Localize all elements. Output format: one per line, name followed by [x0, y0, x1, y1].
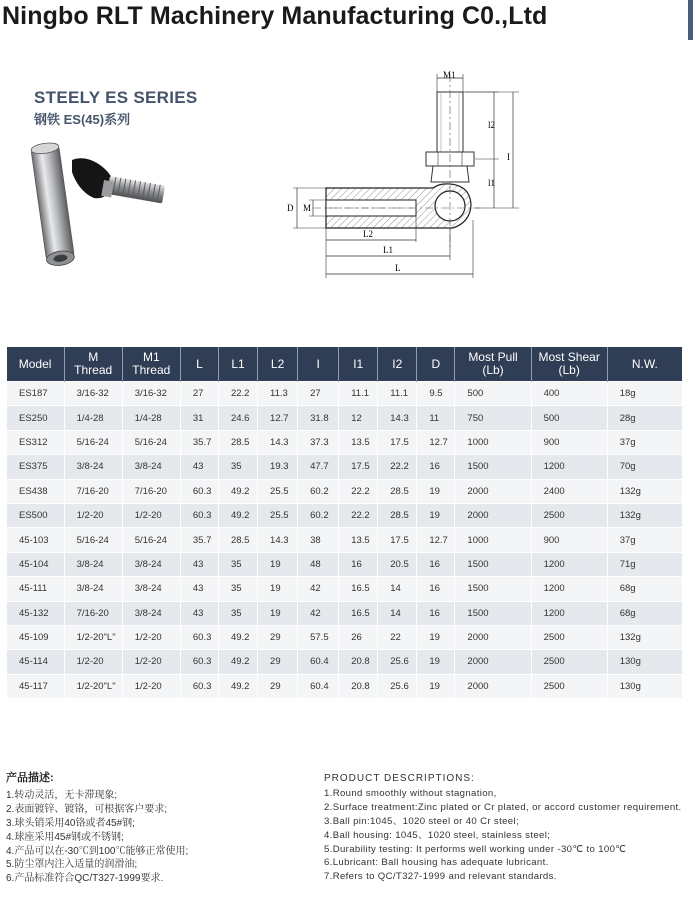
table-cell: 28g [607, 406, 682, 430]
header-i: I [298, 347, 339, 382]
table-cell: 17.5 [378, 528, 417, 552]
table-cell: 19 [417, 650, 455, 674]
table-cell: 60.3 [180, 674, 218, 698]
table-cell: 11.1 [339, 382, 378, 406]
table-cell: 1/2-20 [64, 650, 122, 674]
table-cell: 45-104 [7, 552, 65, 576]
table-cell: 45-109 [7, 625, 65, 649]
table-cell: 68g [607, 577, 682, 601]
table-cell: 37.3 [298, 430, 339, 454]
description-cn-item: 2.表面镀锌、镀铬，可根据客户要求; [6, 803, 168, 815]
table-cell: 1500 [455, 455, 531, 479]
header-nw: N.W. [607, 347, 682, 382]
table-cell: 12.7 [417, 528, 455, 552]
table-cell: 19 [258, 552, 298, 576]
table-cell: 16.5 [339, 577, 378, 601]
table-cell: 60.2 [298, 503, 339, 527]
table-cell: 57.5 [298, 625, 339, 649]
table-cell: 2500 [531, 674, 607, 698]
table-cell: 19 [258, 577, 298, 601]
table-cell: 31 [180, 406, 218, 430]
header-most-shear: Most Shear (Lb) [531, 347, 607, 382]
table-cell: 47.7 [298, 455, 339, 479]
table-cell: 26 [339, 625, 378, 649]
specs-table [6, 347, 682, 698]
table-row [7, 601, 683, 625]
table-cell: 3/8-24 [122, 577, 180, 601]
table-row [7, 503, 683, 527]
table-cell: 35 [218, 577, 257, 601]
table-cell: 12.7 [417, 430, 455, 454]
label-d: D [287, 203, 294, 213]
technical-drawing [283, 70, 523, 285]
table-cell: 500 [455, 382, 531, 406]
table-cell: 132g [607, 625, 682, 649]
table-cell: 1/4-28 [122, 406, 180, 430]
table-cell: 19 [417, 625, 455, 649]
description-en-item: 3.Ball pin:1045、1020 steel or 40 Cr steel; [324, 815, 519, 827]
table-cell: 7/16-20 [64, 479, 122, 503]
table-cell: 35 [218, 552, 257, 576]
table-cell: 3/8-24 [122, 601, 180, 625]
table-cell: ES250 [7, 406, 65, 430]
table-cell: ES187 [7, 382, 65, 406]
table-cell: 3/8-24 [64, 577, 122, 601]
table-cell: 45-114 [7, 650, 65, 674]
label-m1: M1 [443, 70, 456, 80]
table-cell: 132g [607, 479, 682, 503]
table-cell: 1000 [455, 430, 531, 454]
table-cell: 42 [298, 577, 339, 601]
table-cell: 1500 [455, 552, 531, 576]
table-cell: 1500 [455, 601, 531, 625]
header-l1: L1 [218, 347, 257, 382]
header-model: Model [7, 347, 65, 382]
table-cell: 1000 [455, 528, 531, 552]
table-cell: 22.2 [339, 503, 378, 527]
table-row [7, 528, 683, 552]
table-cell: 43 [180, 455, 218, 479]
table-cell: 1/4-28 [64, 406, 122, 430]
table-cell: 14 [378, 601, 417, 625]
table-cell: 7/16-20 [64, 601, 122, 625]
label-l2: L2 [363, 229, 373, 239]
table-cell: 14 [378, 577, 417, 601]
table-cell: 1/2-20 [122, 503, 180, 527]
table-cell: 60.4 [298, 674, 339, 698]
table-row [7, 650, 683, 674]
table-cell: 20.8 [339, 674, 378, 698]
table-cell: 3/8-24 [64, 552, 122, 576]
table-cell: 1500 [455, 577, 531, 601]
table-cell: 18g [607, 382, 682, 406]
table-cell: 35 [218, 455, 257, 479]
table-cell: 27 [180, 382, 218, 406]
table-cell: 13.5 [339, 430, 378, 454]
table-cell: 3/8-24 [122, 552, 180, 576]
table-cell: 24.6 [218, 406, 257, 430]
table-cell: 20.8 [339, 650, 378, 674]
header-most-pull: Most Pull (Lb) [455, 347, 531, 382]
header-i1: I1 [339, 347, 378, 382]
table-cell: 22.2 [378, 455, 417, 479]
table-cell: 2000 [455, 650, 531, 674]
table-cell: 5/16-24 [64, 430, 122, 454]
table-cell: 14.3 [258, 430, 298, 454]
table-cell: 28.5 [218, 528, 257, 552]
table-cell: ES375 [7, 455, 65, 479]
header-l2: L2 [258, 347, 298, 382]
table-cell: 2500 [531, 503, 607, 527]
table-cell: 7/16-20 [122, 479, 180, 503]
table-cell: 400 [531, 382, 607, 406]
description-cn-title: 产品描述: [6, 772, 54, 784]
table-cell: 3/16-32 [122, 382, 180, 406]
table-cell: 25.5 [258, 479, 298, 503]
table-cell: 60.3 [180, 650, 218, 674]
table-cell: 35.7 [180, 528, 218, 552]
table-cell: 5/16-24 [122, 528, 180, 552]
table-cell: 29 [258, 625, 298, 649]
table-cell: 16 [339, 552, 378, 576]
label-l: L [395, 263, 401, 273]
table-cell: 14.3 [378, 406, 417, 430]
table-cell: 43 [180, 552, 218, 576]
table-cell: 5/16-24 [64, 528, 122, 552]
table-row [7, 625, 683, 649]
description-cn-item: 3.球头销采用40铬或者45#钢; [6, 817, 135, 829]
table-cell: 19.3 [258, 455, 298, 479]
table-cell: 16 [417, 577, 455, 601]
table-cell: 37g [607, 430, 682, 454]
table-cell: 5/16-24 [122, 430, 180, 454]
table-cell: 60.2 [298, 479, 339, 503]
table-cell: 130g [607, 674, 682, 698]
table-cell: 27 [298, 382, 339, 406]
table-cell: 45-111 [7, 577, 65, 601]
label-l2-top: l2 [488, 120, 496, 130]
table-cell: 900 [531, 528, 607, 552]
table-cell: 12.7 [258, 406, 298, 430]
table-cell: 9.5 [417, 382, 455, 406]
table-row [7, 479, 683, 503]
description-cn-item: 6.产品标准符合QC/T327-1999要求. [6, 873, 164, 885]
table-cell: 19 [417, 503, 455, 527]
company-name: Ningbo RLT Machinery Manufacturing C0.,Ltd [2, 2, 548, 30]
table-cell: 45-132 [7, 601, 65, 625]
table-cell: 12 [339, 406, 378, 430]
table-cell: 19 [258, 601, 298, 625]
table-cell: 20.5 [378, 552, 417, 576]
table-cell: 25.6 [378, 674, 417, 698]
table-cell: 45-103 [7, 528, 65, 552]
table-row [7, 406, 683, 430]
table-header-row [7, 347, 683, 382]
table-cell: 1/2-20"L" [64, 625, 122, 649]
description-en-item: 5.Durability testing: It performs well working under -30℃ to 100℃ [324, 843, 627, 855]
description-en-item: 1.Round smoothly without stagnation, [324, 787, 497, 799]
description-en-title: PRODUCT DESCRIPTIONS: [324, 773, 475, 784]
header-d: D [417, 347, 455, 382]
table-cell: 35.7 [180, 430, 218, 454]
table-cell: 900 [531, 430, 607, 454]
table-cell: 22.2 [218, 382, 257, 406]
table-cell: 2500 [531, 625, 607, 649]
table-cell: 500 [531, 406, 607, 430]
table-row [7, 674, 683, 698]
table-cell: 25.5 [258, 503, 298, 527]
table-cell: 16 [417, 455, 455, 479]
table-cell: 70g [607, 455, 682, 479]
table-cell: 49.2 [218, 503, 257, 527]
table-cell: ES438 [7, 479, 65, 503]
label-l1-right: l1 [488, 178, 496, 188]
description-en-item: 6.Lubricant: Ball housing has adequate lubricant. [324, 857, 549, 869]
table-cell: 28.5 [378, 503, 417, 527]
table-cell: 29 [258, 674, 298, 698]
table-cell: 2400 [531, 479, 607, 503]
table-cell: 43 [180, 577, 218, 601]
table-cell: ES500 [7, 503, 65, 527]
description-en [324, 772, 692, 884]
table-cell: 3/8-24 [122, 455, 180, 479]
series-title-cn: 钢铁 ES(45)系列 [34, 112, 131, 127]
table-cell: 13.5 [339, 528, 378, 552]
table-cell: 2000 [455, 674, 531, 698]
table-cell: 31.8 [298, 406, 339, 430]
table-cell: 38 [298, 528, 339, 552]
table-cell: 68g [607, 601, 682, 625]
table-cell: 29 [258, 650, 298, 674]
table-cell: 42 [298, 601, 339, 625]
table-cell: 49.2 [218, 625, 257, 649]
header-accent-bar [688, 0, 693, 40]
table-cell: 16 [417, 601, 455, 625]
table-cell: 2000 [455, 503, 531, 527]
description-cn-item: 5.防尘罩内注入适量的润滑油; [6, 859, 138, 871]
description-en-item: 4.Ball housing: 1045、1020 steel, stainless steel; [324, 829, 551, 841]
series-title-en: STEELY ES SERIES [34, 88, 198, 107]
table-cell: 71g [607, 552, 682, 576]
table-cell: 1200 [531, 455, 607, 479]
table-cell: 35 [218, 601, 257, 625]
table-cell: 49.2 [218, 650, 257, 674]
table-cell: 1/2-20"L" [64, 674, 122, 698]
product-photo [28, 138, 178, 288]
description-cn-item: 4.产品可以在-30℃到100℃能够正常使用; [6, 845, 189, 857]
table-cell: 1/2-20 [64, 503, 122, 527]
table-cell: 3/8-24 [64, 455, 122, 479]
table-cell: 11 [417, 406, 455, 430]
table-cell: 45-117 [7, 674, 65, 698]
table-row [7, 552, 683, 576]
table-cell: 14.3 [258, 528, 298, 552]
table-cell: 19 [417, 674, 455, 698]
label-l1: L1 [383, 245, 393, 255]
table-cell: 2500 [531, 650, 607, 674]
table-cell: 17.5 [378, 430, 417, 454]
header-l: L [180, 347, 218, 382]
table-cell: 25.6 [378, 650, 417, 674]
table-row [7, 382, 683, 406]
table-cell: 132g [607, 503, 682, 527]
table-cell: 60.3 [180, 625, 218, 649]
table-cell: 1200 [531, 577, 607, 601]
header-m1-thread: M1 Thread [122, 347, 180, 382]
table-row [7, 577, 683, 601]
description-cn-item: 1.转动灵活，无卡滞现象; [6, 789, 118, 801]
table-cell: 37g [607, 528, 682, 552]
table-cell: 16.5 [339, 601, 378, 625]
table-cell: 1/2-20 [122, 650, 180, 674]
table-cell: 19 [417, 479, 455, 503]
table-cell: 3/16-32 [64, 382, 122, 406]
table-cell: 2000 [455, 479, 531, 503]
table-cell: 60.4 [298, 650, 339, 674]
table-cell: 750 [455, 406, 531, 430]
table-cell: 60.3 [180, 503, 218, 527]
table-cell: 17.5 [339, 455, 378, 479]
header-m-thread: M Thread [64, 347, 122, 382]
table-cell: 11.1 [378, 382, 417, 406]
table-cell: 11.3 [258, 382, 298, 406]
table-cell: 48 [298, 552, 339, 576]
description-en-item: 7.Refers to QC/T327-1999 and relevant standards. [324, 871, 557, 883]
description-en-item: 2.Surface treatment:Zinc plated or Cr plated, or accord customer requirement. [324, 801, 682, 813]
table-cell: ES312 [7, 430, 65, 454]
description-cn [6, 772, 306, 886]
table-cell: 60.3 [180, 479, 218, 503]
table-cell: 1/2-20 [122, 625, 180, 649]
table-cell: 49.2 [218, 674, 257, 698]
table-cell: 1/2-20 [122, 674, 180, 698]
table-cell: 43 [180, 601, 218, 625]
header-i2: I2 [378, 347, 417, 382]
table-cell: 49.2 [218, 479, 257, 503]
table-cell: 1200 [531, 601, 607, 625]
label-m: M [303, 203, 312, 213]
table-cell: 1200 [531, 552, 607, 576]
label-i: I [507, 152, 510, 162]
table-cell: 22 [378, 625, 417, 649]
table-cell: 28.5 [218, 430, 257, 454]
table-row [7, 455, 683, 479]
table-cell: 2000 [455, 625, 531, 649]
table-cell: 28.5 [378, 479, 417, 503]
table-cell: 130g [607, 650, 682, 674]
table-cell: 16 [417, 552, 455, 576]
table-row [7, 430, 683, 454]
description-cn-item: 4.球座采用45#钢或不锈钢; [6, 831, 124, 843]
table-cell: 22.2 [339, 479, 378, 503]
